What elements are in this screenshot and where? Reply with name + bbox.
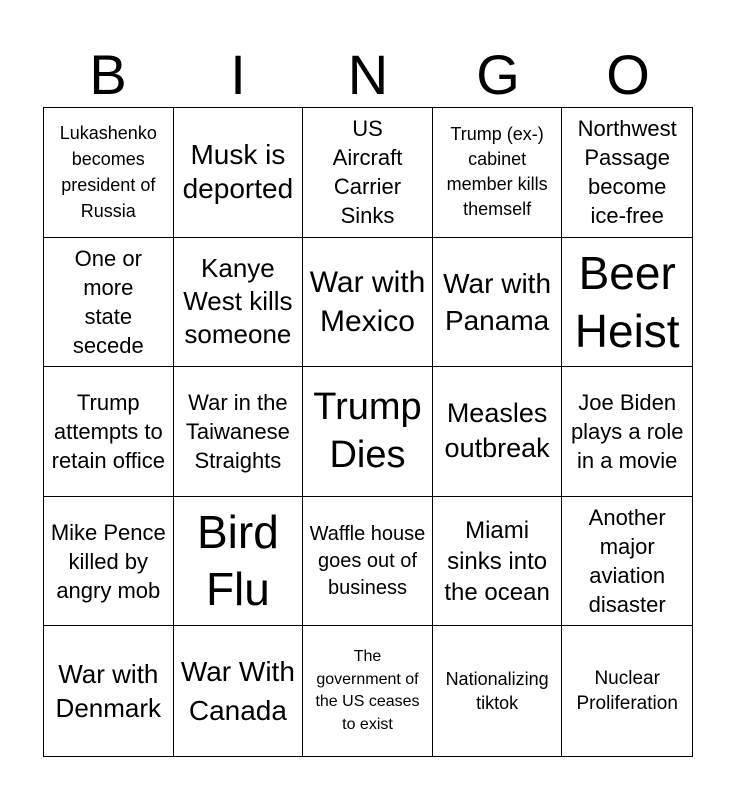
bingo-cell-text: Miami sinks into the ocean — [444, 516, 550, 606]
bingo-cell-text: Northwest Passage become ice-free — [577, 116, 677, 229]
bingo-cell[interactable] — [303, 108, 433, 238]
bingo-cell[interactable] — [433, 238, 563, 368]
bingo-cell-text: Trump Dies — [313, 386, 422, 477]
bingo-cell-text: War With Canada — [180, 656, 295, 727]
bingo-cell-text: Kanye West kills someone — [183, 253, 293, 350]
bingo-header — [43, 42, 693, 108]
bingo-cell-text: War with Panama — [443, 267, 552, 336]
bingo-cell[interactable] — [562, 108, 692, 238]
bingo-cell-text: Waffle house goes out of business — [309, 522, 426, 599]
bingo-cell-text: The government of the US ceases to exist — [315, 648, 420, 733]
bingo-cell[interactable] — [44, 238, 174, 368]
bingo-cell-text: Lukashenko becomes president of Russia — [59, 123, 157, 222]
header-letter-g: G — [476, 43, 520, 106]
bingo-cell[interactable] — [174, 108, 304, 238]
bingo-cell[interactable] — [433, 626, 563, 756]
bingo-cell-text: Measles outbreak — [444, 398, 550, 464]
bingo-cell[interactable] — [174, 367, 304, 497]
bingo-cell[interactable] — [562, 626, 692, 756]
bingo-cell-text: Beer Heist — [574, 246, 680, 357]
bingo-cell-text: War in the Taiwanese Straights — [185, 389, 290, 473]
header-letter-i: I — [230, 43, 246, 106]
bingo-cell[interactable] — [562, 238, 692, 368]
bingo-cell-text: Another major aviation disaster — [588, 505, 666, 618]
bingo-cell[interactable] — [433, 497, 563, 627]
bingo-cell[interactable] — [303, 238, 433, 368]
bingo-cell-text: Mike Pence killed by angry mob — [50, 519, 166, 603]
bingo-cell-text: War with Denmark — [55, 659, 162, 724]
bingo-cell[interactable] — [562, 367, 692, 497]
bingo-cell[interactable] — [174, 626, 304, 756]
header-letter-o: O — [606, 43, 650, 106]
bingo-cell-text: One or more state secede — [72, 245, 144, 358]
bingo-cell[interactable] — [174, 238, 304, 368]
bingo-cell[interactable] — [44, 497, 174, 627]
bingo-cell-text: Nationalizing tiktok — [445, 669, 549, 714]
bingo-cell-text: US Aircraft Carrier Sinks — [332, 116, 403, 229]
bingo-cell-text: Nuclear Proliferation — [576, 668, 678, 715]
bingo-card-grid — [43, 107, 693, 757]
bingo-cell-text: Trump (ex-) cabinet member kills themself — [446, 124, 548, 220]
bingo-cell-text: Musk is deported — [182, 139, 294, 205]
bingo-cell[interactable] — [562, 497, 692, 627]
bingo-cell-text: War with Mexico — [309, 265, 426, 338]
bingo-cell[interactable] — [303, 367, 433, 497]
bingo-cell[interactable] — [303, 626, 433, 756]
bingo-cell[interactable] — [433, 108, 563, 238]
bingo-cell[interactable] — [433, 367, 563, 497]
header-letter-b: B — [89, 43, 127, 106]
bingo-cell[interactable] — [44, 367, 174, 497]
bingo-cell[interactable] — [174, 497, 304, 627]
header-letter-n: N — [347, 43, 389, 106]
bingo-cell[interactable] — [44, 108, 174, 238]
bingo-cell-text: Trump attempts to retain office — [51, 389, 165, 473]
bingo-cell[interactable] — [44, 626, 174, 756]
bingo-cell-text: Bird Flu — [196, 506, 279, 616]
bingo-cell[interactable] — [303, 497, 433, 627]
bingo-cell-text: Joe Biden plays a role in a movie — [570, 389, 684, 473]
